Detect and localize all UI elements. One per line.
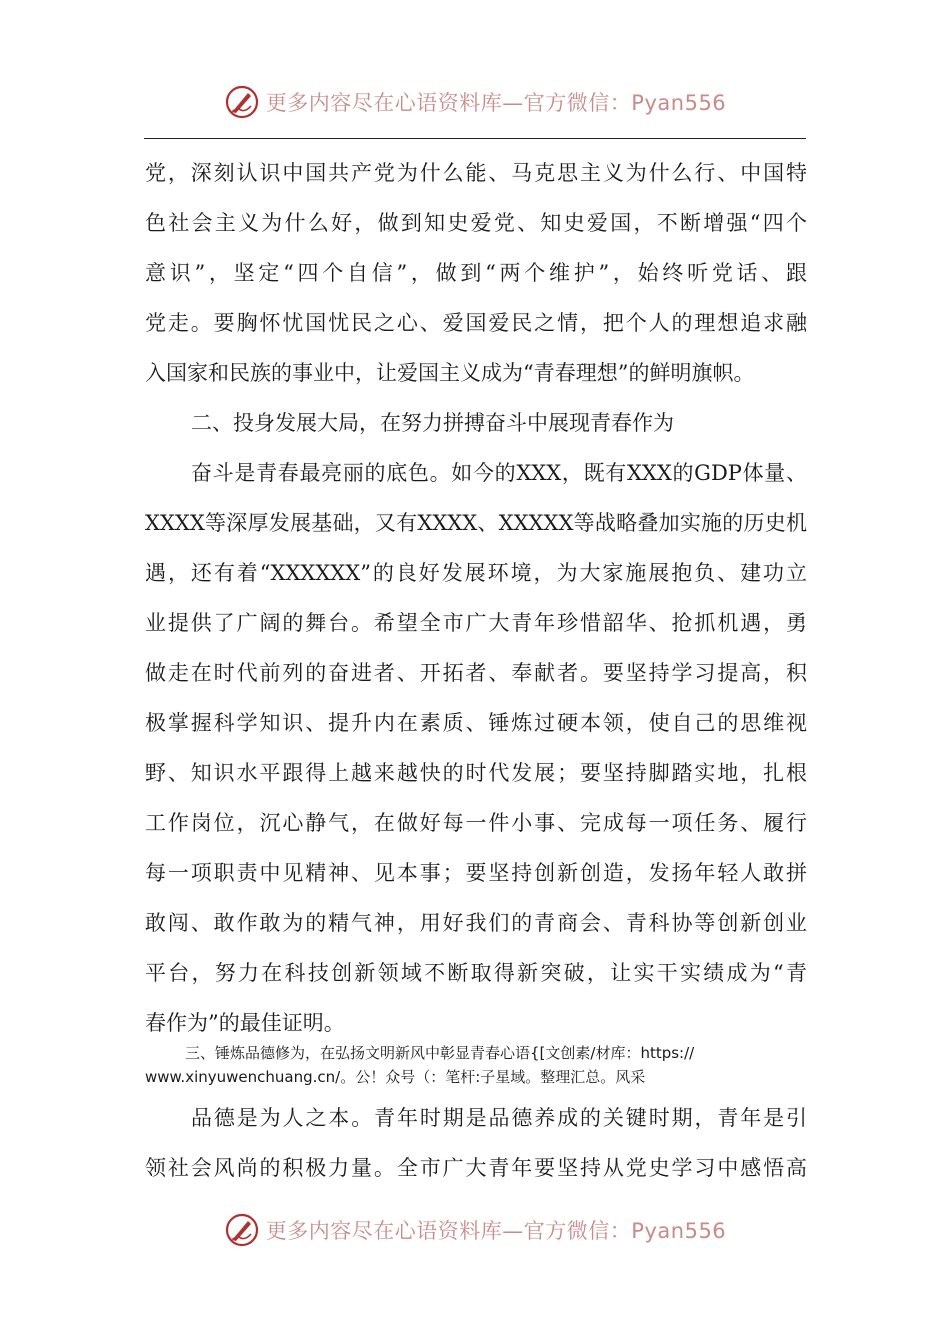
paragraph-line: 野、知识水平跟得上越来越快的时代发展；要坚持脚踏实地，扎根 [145, 761, 807, 785]
paragraph-line: 品德是为人之本。青年时期是品德养成的关键时期，青年是引 [191, 1106, 807, 1130]
paragraph-line: 党，深刻认识中国共产党为什么能、马克思主义为什么行、中国特 [145, 161, 807, 185]
header-rule [144, 138, 806, 139]
paragraph-line: 工作岗位，沉心静气，在做好每一件小事、完成每一项任务、履行 [145, 811, 807, 835]
paragraph-line: 意识”，坚定“四个自信”，做到“两个维护”，始终听党话、跟 [145, 261, 807, 285]
paragraph-line: 极掌握科学知识、提升内在素质、锤炼过硬本领，使自己的思维视 [145, 711, 807, 735]
paragraph-line: 奋斗是青春最亮丽的底色。如今的XXX，既有XXX的GDP体量、 [191, 461, 807, 485]
section-heading: 二、投身发展大局，在努力拼搏奋斗中展现青春作为 [191, 411, 674, 435]
paragraph-line: 业提供了广阔的舞台。希望全市广大青年珍惜韶华、抢抓机遇，勇 [145, 611, 807, 635]
paragraph-line: 色社会主义为什么好，做到知史爱党、知史爱国，不断增强“四个 [145, 211, 807, 235]
pen-logo-icon [224, 84, 260, 120]
banner-text: 更多内容尽在心语资料库—官方微信：Pyan556 [265, 91, 727, 115]
paragraph-line: 每一项职责中见精神、见本事；要坚持创新创造，发扬年轻人敢拼 [145, 861, 807, 885]
pen-logo-icon [224, 1212, 260, 1248]
paragraph-line: 党走。要胸怀忧国忧民之心、爱国爱民之情，把个人的理想追求融 [145, 311, 807, 335]
paragraph-line: 遇，还有着“XXXXXX”的良好发展环境，为大家施展抱负、建功立 [145, 561, 807, 585]
paragraph-line: 领社会风尚的积极力量。全市广大青年要坚持从党史学习中感悟高 [145, 1156, 807, 1180]
footer-banner [0, 1208, 950, 1252]
section-heading-small: 三、锤炼品德修为，在弘扬文明新风中彰显青春心语{[文创素/材库：https:// [185, 1044, 695, 1062]
paragraph-line: 敢闯、敢作敢为的精气神，用好我们的青商会、青科协等创新创业 [145, 911, 807, 935]
paragraph-line: 入国家和民族的事业中，让爱国主义成为“青春理想”的鲜明旗帜。 [145, 361, 755, 385]
paragraph-line: XXXX等深厚发展基础，又有XXXX、XXXXX等战略叠加实施的历史机 [145, 511, 807, 535]
paragraph-line: 春作为”的最佳证明。 [145, 1011, 345, 1035]
paragraph-line: 平台，努力在科技创新领域不断取得新突破，让实干实绩成为“青 [145, 961, 807, 985]
header-banner [0, 80, 950, 124]
paragraph-line: 做走在时代前列的奋进者、开拓者、奉献者。要坚持学习提高，积 [145, 661, 807, 685]
banner-text: 更多内容尽在心语资料库—官方微信：Pyan556 [265, 1219, 727, 1243]
section-heading-small: www.xinyuwenchuang.cn/。公！众号（：笔杆:子星域。整理汇总。风采 [145, 1068, 646, 1086]
